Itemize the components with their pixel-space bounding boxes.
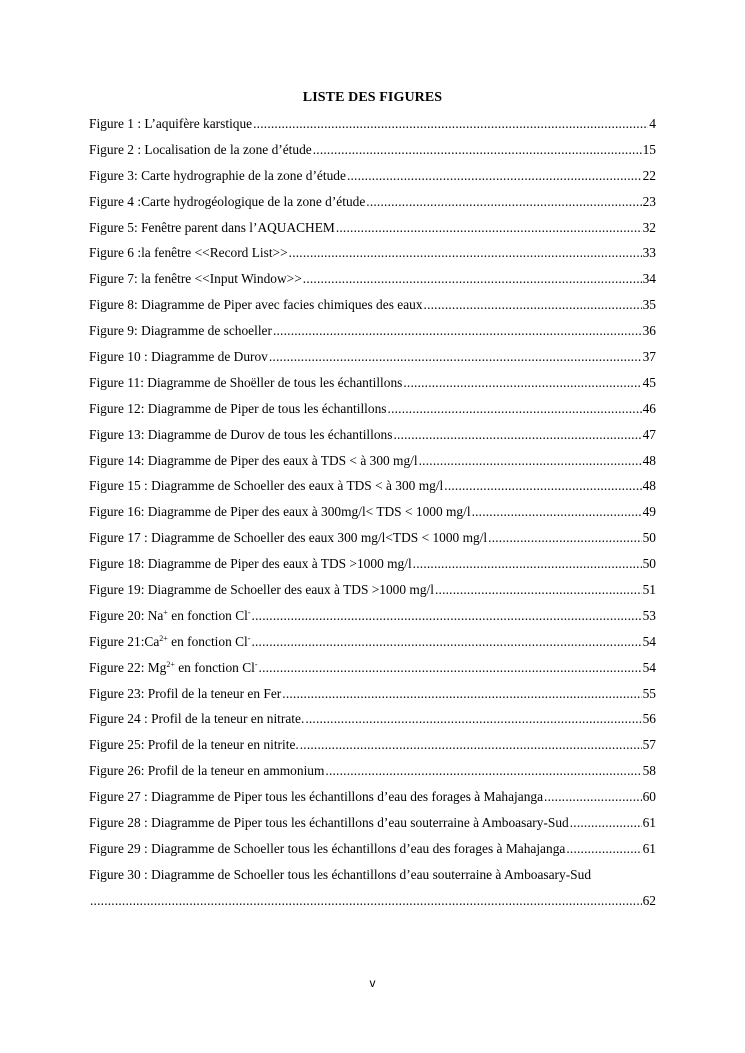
entry-page: 51 [642,582,656,598]
entry-label [89,608,251,624]
entry-label: Figure 11: Diagramme de Shoëller de tous les échantillons [89,374,403,390]
entry-label: Figure 8: Diagramme de Piper avec facies chimiques des eaux [89,297,423,313]
entry-label [89,634,250,650]
entry-page: 60 [642,789,656,805]
entry-page: 57 [642,737,656,753]
dot-leader [566,841,641,857]
entry-page: 34 [642,271,656,287]
entry-page: 61 [642,815,656,831]
entry-page: 46 [642,400,656,416]
list-item [89,401,656,427]
entry-label: Figure 25: Profil de la teneur en nitrite. [89,737,299,753]
list-item [89,556,656,582]
list-item [89,841,656,867]
entry-label: Figure 10 : Diagramme de Durov [89,349,268,365]
entry-label: Figure 26: Profil de la teneur en ammonium [89,763,325,779]
entry-label-text: en fonction Cl [174,659,255,675]
dot-leader [259,660,642,676]
dot-leader [403,375,641,391]
list-item [89,763,656,789]
list-item [89,375,656,401]
entry-label: Figure 13: Diagramme de Durov de tous les échantillons [89,426,393,442]
entry-label-text: Figure 20: Na [89,607,164,623]
entry-label: Figure 17 : Diagramme de Schoeller des eaux 300 mg/l<TDS < 1000 mg/l [89,530,488,546]
dot-leader [413,556,642,572]
list-item [89,660,656,686]
dot-leader [488,530,641,546]
entry-label: Figure 30 : Diagramme de Schoeller tous les échantillons d’eau souterraine à Amboasary-Sud [89,866,592,882]
list-item [89,867,656,919]
list-item [89,194,656,220]
list-item [89,737,656,763]
dot-leader [269,349,642,365]
dot-leader [472,504,642,520]
entry-page: 32 [642,219,656,235]
dot-leader [419,453,642,469]
list-item [89,142,656,168]
dot-leader [570,815,642,831]
list-item [89,634,656,660]
dot-leader [303,271,642,287]
list-item [89,323,656,349]
entry-page: 54 [642,633,656,649]
entry-page: 36 [642,323,656,339]
entry-page: 37 [642,349,656,365]
entry-page: 62 [642,892,656,908]
entry-continuation [89,893,656,919]
dot-leader [282,686,641,702]
list-item [89,245,656,271]
entry-page: 33 [642,245,656,261]
dot-leader [289,245,642,261]
dot-leader [435,582,642,598]
ion-charge: - [254,659,258,669]
list-item [89,711,656,737]
figure-list [89,116,656,919]
entry-page: 48 [642,452,656,468]
ion-charge: - [247,633,251,643]
dot-leader [300,737,642,753]
entry-label: Figure 12: Diagramme de Piper de tous les échantillons [89,400,387,416]
dot-leader [273,323,642,339]
list-item [89,116,656,142]
entry-page: 35 [642,297,656,313]
entry-page: 58 [642,763,656,779]
entry-label: Figure 5: Fenêtre parent dans l’AQUACHEM [89,219,335,235]
entry-label [89,660,258,676]
entry-page: 23 [642,193,656,209]
entry-label: Figure 18: Diagramme de Piper des eaux à TDS >1000 mg/l [89,556,412,572]
entry-page: 15 [642,141,656,157]
ion-charge: 2+ [166,659,175,669]
entry-label: Figure 29 : Diagramme de Schoeller tous les échantillons d’eau des forages à Mahajanga [89,840,566,856]
dot-leader [393,427,641,443]
dot-leader [336,220,642,236]
entry-label-text: Figure 21:Ca [89,633,160,649]
list-item [89,478,656,504]
dot-leader [251,634,641,650]
entry-page: 22 [642,167,656,183]
dot-leader [366,194,641,210]
entry-label: Figure 3: Carte hydrographie de la zone d’étude [89,167,346,183]
page-number: v [369,976,376,990]
dot-leader [388,401,642,417]
ion-charge: - [247,607,251,617]
dot-leader [347,168,642,184]
list-item [89,608,656,634]
ion-charge: + [163,607,168,617]
entry-page: 53 [642,607,656,623]
entry-label-text: Figure 22: Mg [89,659,167,675]
entry-label: Figure 23: Profil de la teneur en Fer [89,685,282,701]
entry-page: 45 [642,374,656,390]
dot-leader [313,142,642,158]
entry-label: Figure 1 : L’aquifère karstique [89,116,253,131]
entry-label: Figure 9: Diagramme de schoeller [89,323,272,339]
list-item [89,815,656,841]
list-item [89,582,656,608]
list-item [89,271,656,297]
entry-page: 47 [642,426,656,442]
list-item [89,686,656,712]
entry-page: 56 [642,711,656,727]
list-item [89,168,656,194]
page-title: LISTE DES FIGURES [302,90,443,105]
entry-page: 54 [642,659,656,675]
dot-leader [253,116,648,132]
entry-label: Figure 24 : Profil de la teneur en nitrate. [89,711,305,727]
entry-page: 4 [649,116,656,131]
list-item [89,530,656,556]
list-item [89,220,656,246]
entry-page: 50 [642,556,656,572]
entry-label: Figure 6 :la fenêtre <<Record List>> [89,245,288,261]
list-item [89,789,656,815]
entry-page: 49 [642,504,656,520]
dot-leader [305,711,641,727]
entry-label: Figure 19: Diagramme de Schoeller des eaux à TDS >1000 mg/l [89,582,434,598]
dot-leader [544,789,642,805]
entry-label-text: en fonction Cl [167,633,248,649]
list-item [89,453,656,479]
entry-label: Figure 15 : Diagramme de Schoeller des eaux à TDS < à 300 mg/l [89,478,444,494]
dot-leader [444,478,641,494]
entry-page: 55 [642,685,656,701]
list-item [89,349,656,375]
entry-page: 48 [642,478,656,494]
dot-leader [325,763,641,779]
entry-label: Figure 27 : Diagramme de Piper tous les échantillons d’eau des forages à Mahajanga [89,789,544,805]
ion-charge: 2+ [159,633,168,643]
list-item [89,504,656,530]
entry-label: Figure 28 : Diagramme de Piper tous les échantillons d’eau souterraine à Amboasary-Sud [89,815,569,831]
entry-label-text: en fonction Cl [167,607,248,623]
entry-label: Figure 4 :Carte hydrogéologique de la zone d’étude [89,193,366,209]
entry-label: Figure 14: Diagramme de Piper des eaux à TDS < à 300 mg/l [89,452,418,468]
dot-leader [424,297,642,313]
entry-page: 61 [642,840,656,856]
list-item [89,297,656,323]
entry-label: Figure 7: la fenêtre <<Input Window>> [89,271,302,287]
dot-leader [252,608,642,624]
entry-label: Figure 16: Diagramme de Piper des eaux à 300mg/l< TDS < 1000 mg/l [89,504,471,520]
entry-page: 50 [642,530,656,546]
list-item [89,427,656,453]
dot-leader [90,893,642,909]
entry-label: Figure 2 : Localisation de la zone d’étude [89,141,312,157]
